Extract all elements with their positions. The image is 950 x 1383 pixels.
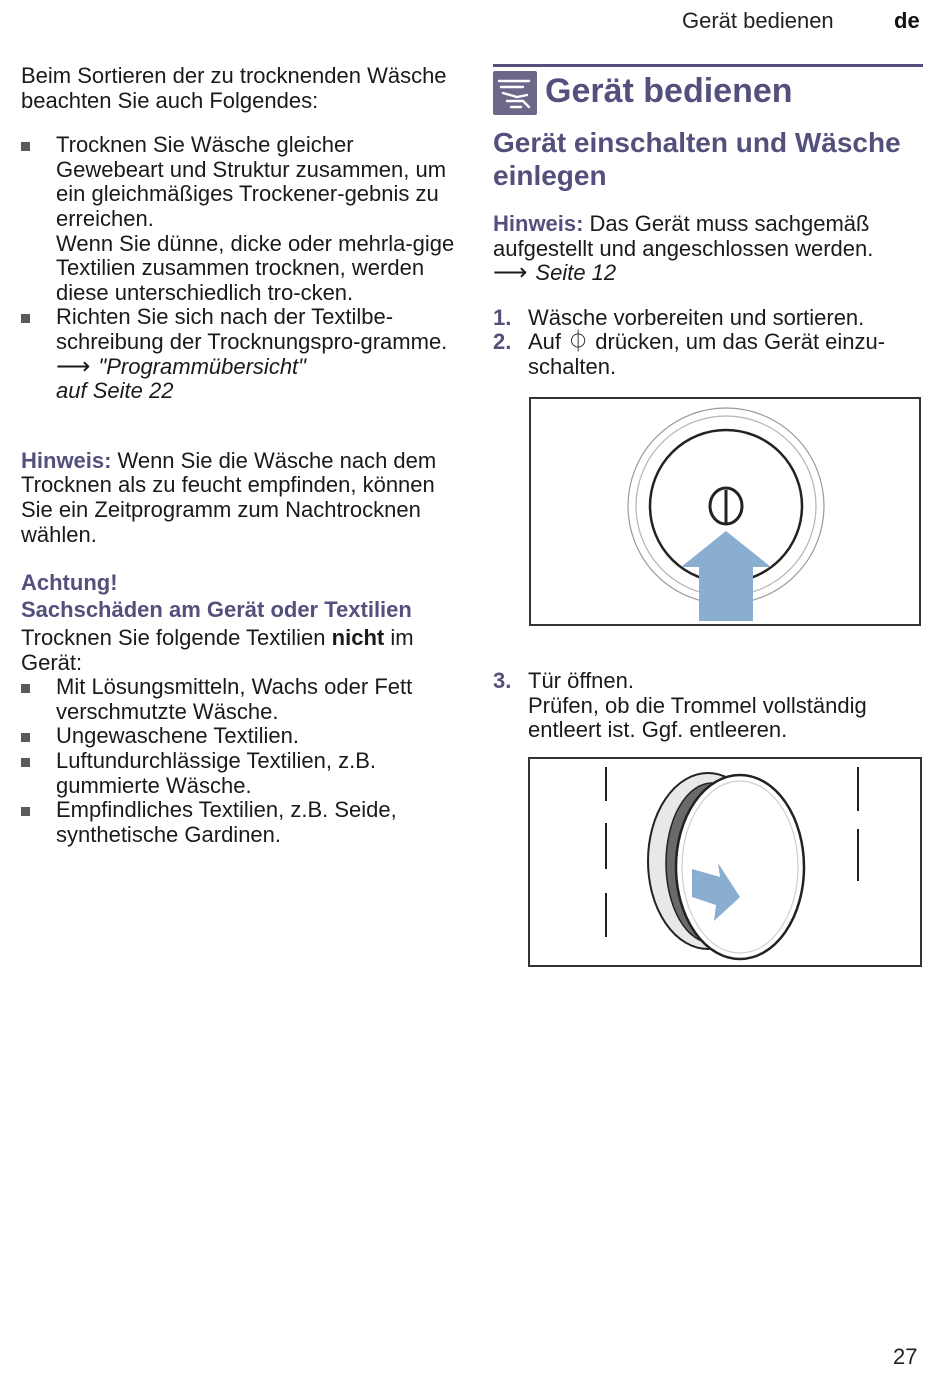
bullet-square-icon bbox=[21, 684, 30, 693]
warning-text-bold: nicht bbox=[331, 625, 385, 651]
hint-text: Wenn Sie die Wäsche nach dem Trocknen als zu feucht empfinden, können Sie ein Zeitprogramm zum Nachtrocknen wählen. bbox=[21, 447, 437, 547]
hint-label: Hinweis: bbox=[493, 211, 584, 236]
section-title: Gerät bedienen bbox=[545, 72, 793, 110]
power-button-icon bbox=[531, 399, 919, 624]
step-item bbox=[493, 306, 923, 331]
step-item bbox=[493, 669, 923, 743]
hint-label: Hinweis: bbox=[21, 447, 112, 473]
warning-item: Mit Lösungsmitteln, Wachs oder Fett verschmutzte Wäsche. bbox=[56, 674, 413, 724]
bullet-square-icon bbox=[21, 807, 30, 816]
xref-page: Seite 12 bbox=[535, 260, 617, 286]
door-open-illustration bbox=[528, 757, 922, 967]
sorting-bullets bbox=[21, 133, 461, 404]
bullet-text: Trocknen Sie Wäsche gleicher Gewebeart und Struktur zusammen, um ein gleichmäßiges Trockener-gebnis zu erreichen. bbox=[56, 132, 447, 231]
bullet-square-icon bbox=[21, 758, 30, 767]
arrow-right-icon: ⟶ bbox=[56, 352, 91, 380]
bullet-text: Richten Sie sich nach der Textilbe-schreibung der Trocknungspro-gramme. bbox=[56, 304, 448, 354]
step-number: 3. bbox=[493, 668, 512, 693]
step-text-after: drücken, um das Gerät einzu-schalten. bbox=[528, 329, 886, 379]
power-symbol-icon: ⏀ bbox=[567, 329, 590, 355]
step-extra-text: Prüfen, ob die Trommel vollständig entleert ist. Ggf. entleeren. bbox=[528, 692, 867, 743]
xref-title: "Programmübersicht" bbox=[98, 353, 306, 379]
list-item bbox=[21, 305, 461, 403]
step-number: 1. bbox=[493, 304, 512, 330]
cross-reference-link[interactable] bbox=[56, 354, 306, 404]
intro-text: Beim Sortieren der zu trocknenden Wäsche beachten Sie auch Folgendes: bbox=[21, 63, 447, 113]
step-item bbox=[493, 330, 923, 379]
header-section-title: Gerät bedienen bbox=[682, 8, 834, 33]
page-number: 27 bbox=[893, 1344, 918, 1369]
xref-page: auf Seite 22 bbox=[56, 378, 174, 404]
warning-item: Ungewaschene Textilien. bbox=[56, 723, 299, 749]
section-heading bbox=[493, 64, 923, 112]
bullet-square-icon bbox=[21, 314, 30, 323]
left-column bbox=[21, 64, 461, 847]
list-item bbox=[21, 724, 461, 749]
step-text: Wäsche vorbereiten und sortieren. bbox=[528, 304, 865, 330]
list-item bbox=[21, 675, 461, 724]
warning-title: Achtung! bbox=[21, 570, 118, 596]
hand-laundry-icon bbox=[493, 71, 537, 115]
step-number: 2. bbox=[493, 329, 512, 355]
steps-list bbox=[493, 669, 923, 743]
hint-paragraph bbox=[493, 212, 923, 286]
header-language: de bbox=[894, 8, 920, 33]
warning-bullets bbox=[21, 675, 461, 847]
step-text: Tür öffnen. bbox=[528, 668, 634, 693]
warning-item: Empfindliches Textilien, z.B. Seide, synthetische Gardinen. bbox=[56, 797, 397, 847]
bullet-square-icon bbox=[21, 733, 30, 742]
warning-text-before: Trocknen Sie folgende Textilien bbox=[21, 625, 326, 651]
right-column bbox=[493, 64, 923, 380]
cross-reference-link[interactable] bbox=[493, 260, 616, 285]
hint-paragraph bbox=[21, 449, 461, 547]
list-item bbox=[21, 133, 461, 305]
warning-text bbox=[21, 626, 461, 675]
list-item bbox=[21, 798, 461, 847]
bullet-extra-text: Wenn Sie dünne, dicke oder mehrla-gige Textilien zusammen trocknen, werden diese unterschiedlich tro-cken. bbox=[56, 230, 455, 305]
arrow-right-icon: ⟶ bbox=[493, 259, 528, 287]
step-3 bbox=[493, 669, 923, 743]
door-open-icon bbox=[530, 759, 920, 965]
steps-list bbox=[493, 306, 923, 380]
warning-item: Luftundurchlässige Textilien, z.B. gummierte Wäsche. bbox=[56, 748, 376, 798]
step-text-before: Auf bbox=[528, 329, 562, 355]
list-item bbox=[21, 749, 461, 798]
warning-subtitle: Sachschäden am Gerät oder Textilien bbox=[21, 597, 412, 623]
hint-text: Das Gerät muss sachgemäß aufgestellt und angeschlossen werden. bbox=[493, 211, 874, 261]
bullet-square-icon bbox=[21, 142, 30, 151]
power-button-illustration bbox=[529, 397, 921, 626]
subsection-title: Gerät einschalten und Wäsche einlegen bbox=[493, 127, 901, 191]
warning-text-after: im Gerät: bbox=[21, 625, 414, 675]
